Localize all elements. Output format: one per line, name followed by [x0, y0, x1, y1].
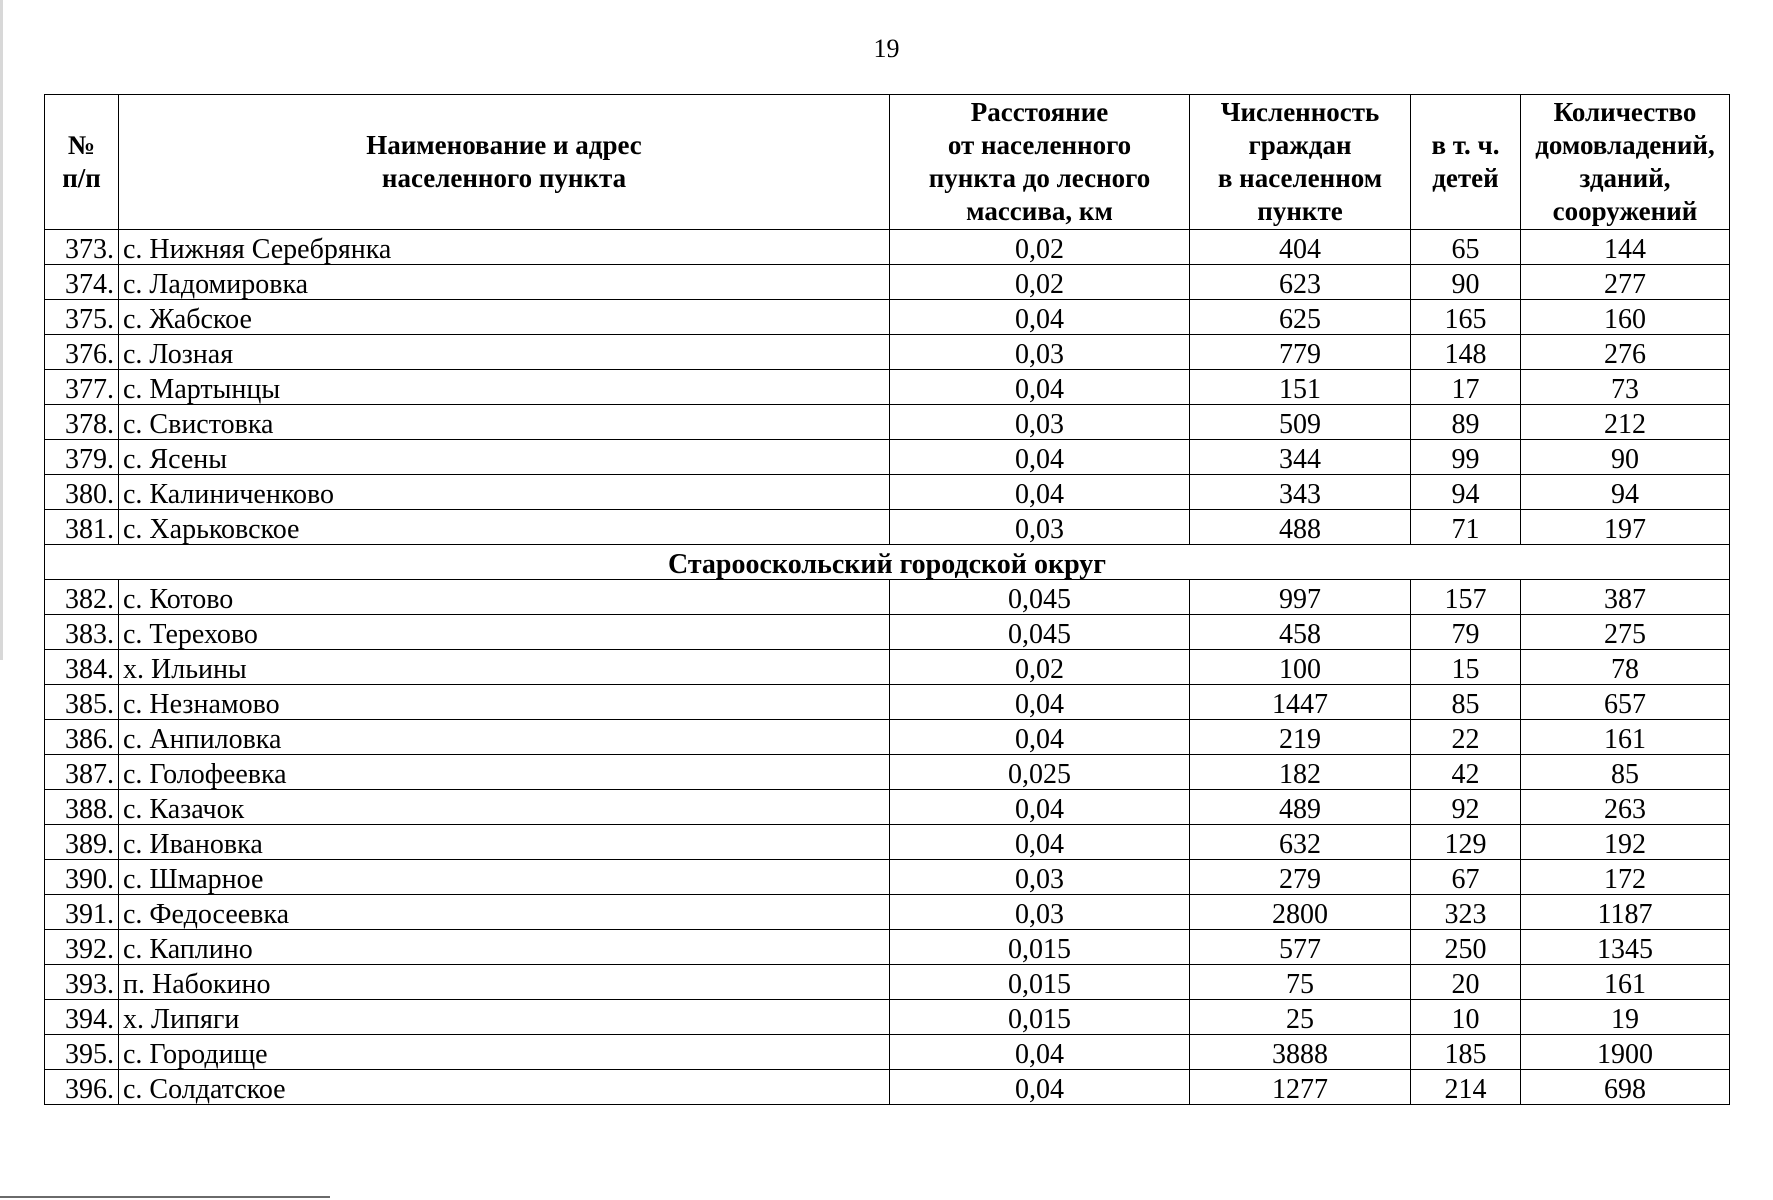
- children-cell: 250: [1411, 930, 1521, 965]
- table-row: [45, 755, 1730, 790]
- row-number-cell: 391.: [45, 895, 119, 930]
- table-row: [45, 930, 1730, 965]
- children-cell: 22: [1411, 720, 1521, 755]
- row-number-cell: 396.: [45, 1070, 119, 1105]
- table-row: [45, 1035, 1730, 1070]
- population-cell: 1277: [1190, 1070, 1411, 1105]
- children-cell: 165: [1411, 300, 1521, 335]
- header-buildings: [1521, 95, 1730, 230]
- children-cell: 214: [1411, 1070, 1521, 1105]
- table-row: [45, 965, 1730, 1000]
- row-number-cell: 380.: [45, 475, 119, 510]
- header-row: [45, 95, 1730, 230]
- table-row: [45, 335, 1730, 370]
- header-line: детей: [1432, 163, 1499, 193]
- row-number-cell: 392.: [45, 930, 119, 965]
- distance-cell: 0,04: [890, 300, 1190, 335]
- population-cell: 632: [1190, 825, 1411, 860]
- header-line: от населенного: [947, 130, 1132, 160]
- buildings-cell: 160: [1521, 300, 1730, 335]
- header-line: Наименование и адрес: [366, 130, 642, 160]
- distance-cell: 0,015: [890, 1000, 1190, 1035]
- children-cell: 15: [1411, 650, 1521, 685]
- table-row: [45, 1000, 1730, 1035]
- population-cell: 488: [1190, 510, 1411, 545]
- distance-cell: 0,04: [890, 370, 1190, 405]
- header-line: Количество: [1553, 97, 1697, 127]
- settlement-name-cell: с. Калиниченково: [119, 475, 890, 510]
- table-row: [45, 615, 1730, 650]
- header-line: зданий,: [1579, 163, 1671, 193]
- buildings-cell: 657: [1521, 685, 1730, 720]
- header-name-address: [119, 95, 890, 230]
- row-number-cell: 394.: [45, 1000, 119, 1035]
- population-cell: 779: [1190, 335, 1411, 370]
- header-line: Расстояние: [970, 97, 1109, 127]
- table-row: [45, 440, 1730, 475]
- row-number-cell: 390.: [45, 860, 119, 895]
- header-line: в т. ч.: [1431, 130, 1500, 160]
- row-number-cell: 382.: [45, 580, 119, 615]
- children-cell: 92: [1411, 790, 1521, 825]
- population-cell: 3888: [1190, 1035, 1411, 1070]
- buildings-cell: 90: [1521, 440, 1730, 475]
- distance-cell: 0,04: [890, 475, 1190, 510]
- children-cell: 157: [1411, 580, 1521, 615]
- distance-cell: 0,04: [890, 685, 1190, 720]
- settlements-table: [44, 94, 1730, 1105]
- distance-cell: 0,045: [890, 580, 1190, 615]
- settlement-name-cell: с. Федосеевка: [119, 895, 890, 930]
- buildings-cell: 276: [1521, 335, 1730, 370]
- table-header: [45, 95, 1730, 230]
- settlement-name-cell: п. Набокино: [119, 965, 890, 1000]
- population-cell: 489: [1190, 790, 1411, 825]
- row-number-cell: 378.: [45, 405, 119, 440]
- header-line: населенного пункта: [381, 163, 627, 193]
- settlement-name-cell: с. Терехово: [119, 615, 890, 650]
- population-cell: 279: [1190, 860, 1411, 895]
- distance-cell: 0,04: [890, 720, 1190, 755]
- table-row: [45, 300, 1730, 335]
- buildings-cell: 277: [1521, 265, 1730, 300]
- distance-cell: 0,03: [890, 510, 1190, 545]
- scan-edge-shadow: [0, 0, 3, 660]
- population-cell: 577: [1190, 930, 1411, 965]
- header-line: граждан: [1248, 130, 1352, 160]
- buildings-cell: 1187: [1521, 895, 1730, 930]
- distance-cell: 0,03: [890, 405, 1190, 440]
- settlement-name-cell: с. Лозная: [119, 335, 890, 370]
- row-number-cell: 375.: [45, 300, 119, 335]
- children-cell: 85: [1411, 685, 1521, 720]
- distance-cell: 0,04: [890, 1070, 1190, 1105]
- distance-cell: 0,045: [890, 615, 1190, 650]
- distance-cell: 0,03: [890, 335, 1190, 370]
- distance-cell: 0,02: [890, 650, 1190, 685]
- header-number: [45, 95, 119, 230]
- settlement-name-cell: с. Нижняя Серебрянка: [119, 230, 890, 265]
- children-cell: 10: [1411, 1000, 1521, 1035]
- buildings-cell: 172: [1521, 860, 1730, 895]
- population-cell: 625: [1190, 300, 1411, 335]
- header-line: №: [67, 130, 96, 160]
- buildings-cell: 78: [1521, 650, 1730, 685]
- row-number-cell: 385.: [45, 685, 119, 720]
- header-line: пункта до лесного: [928, 163, 1151, 193]
- table-body: [45, 230, 1730, 1105]
- row-number-cell: 386.: [45, 720, 119, 755]
- buildings-cell: 387: [1521, 580, 1730, 615]
- population-cell: 182: [1190, 755, 1411, 790]
- section-row: [45, 545, 1730, 580]
- population-cell: 404: [1190, 230, 1411, 265]
- header-line: п/п: [62, 163, 101, 193]
- settlement-name-cell: с. Казачок: [119, 790, 890, 825]
- children-cell: 42: [1411, 755, 1521, 790]
- children-cell: 129: [1411, 825, 1521, 860]
- children-cell: 79: [1411, 615, 1521, 650]
- table-row: [45, 895, 1730, 930]
- table-row: [45, 650, 1730, 685]
- section-title: Старооскольский городской округ: [45, 545, 1730, 580]
- buildings-cell: 73: [1521, 370, 1730, 405]
- buildings-cell: 1345: [1521, 930, 1730, 965]
- table-row: [45, 370, 1730, 405]
- buildings-cell: 161: [1521, 965, 1730, 1000]
- population-cell: 219: [1190, 720, 1411, 755]
- distance-cell: 0,04: [890, 1035, 1190, 1070]
- buildings-cell: 275: [1521, 615, 1730, 650]
- page-number: 19: [873, 34, 900, 63]
- buildings-cell: 19: [1521, 1000, 1730, 1035]
- header-line: массива, км: [966, 196, 1113, 226]
- buildings-cell: 698: [1521, 1070, 1730, 1105]
- row-number-cell: 373.: [45, 230, 119, 265]
- population-cell: 151: [1190, 370, 1411, 405]
- row-number-cell: 395.: [45, 1035, 119, 1070]
- settlement-name-cell: х. Липяги: [119, 1000, 890, 1035]
- distance-cell: 0,025: [890, 755, 1190, 790]
- distance-cell: 0,04: [890, 440, 1190, 475]
- children-cell: 185: [1411, 1035, 1521, 1070]
- row-number-cell: 393.: [45, 965, 119, 1000]
- table-row: [45, 230, 1730, 265]
- buildings-cell: 161: [1521, 720, 1730, 755]
- header-population: [1190, 95, 1411, 230]
- row-number-cell: 388.: [45, 790, 119, 825]
- population-cell: 509: [1190, 405, 1411, 440]
- table-row: [45, 475, 1730, 510]
- population-cell: 75: [1190, 965, 1411, 1000]
- settlement-name-cell: х. Ильины: [119, 650, 890, 685]
- population-cell: 2800: [1190, 895, 1411, 930]
- settlement-name-cell: с. Шмарное: [119, 860, 890, 895]
- row-number-cell: 384.: [45, 650, 119, 685]
- table-row: [45, 685, 1730, 720]
- population-cell: 344: [1190, 440, 1411, 475]
- table-row: [45, 1070, 1730, 1105]
- settlement-name-cell: с. Ивановка: [119, 825, 890, 860]
- children-cell: 67: [1411, 860, 1521, 895]
- settlement-name-cell: с. Голофеевка: [119, 755, 890, 790]
- settlement-name-cell: с. Каплино: [119, 930, 890, 965]
- row-number-cell: 387.: [45, 755, 119, 790]
- table-row: [45, 265, 1730, 300]
- children-cell: 99: [1411, 440, 1521, 475]
- population-cell: 623: [1190, 265, 1411, 300]
- settlement-name-cell: с. Ясены: [119, 440, 890, 475]
- population-cell: 1447: [1190, 685, 1411, 720]
- settlement-name-cell: с. Городище: [119, 1035, 890, 1070]
- distance-cell: 0,04: [890, 790, 1190, 825]
- settlement-name-cell: с. Ладомировка: [119, 265, 890, 300]
- header-distance: [890, 95, 1190, 230]
- header-line: в населенном: [1217, 163, 1383, 193]
- distance-cell: 0,03: [890, 860, 1190, 895]
- row-number-cell: 383.: [45, 615, 119, 650]
- settlement-name-cell: с. Харьковское: [119, 510, 890, 545]
- buildings-cell: 1900: [1521, 1035, 1730, 1070]
- header-line: пункте: [1257, 196, 1343, 226]
- settlement-name-cell: с. Анпиловка: [119, 720, 890, 755]
- children-cell: 71: [1411, 510, 1521, 545]
- settlement-name-cell: с. Незнамово: [119, 685, 890, 720]
- population-cell: 997: [1190, 580, 1411, 615]
- row-number-cell: 374.: [45, 265, 119, 300]
- row-number-cell: 377.: [45, 370, 119, 405]
- children-cell: 20: [1411, 965, 1521, 1000]
- children-cell: 65: [1411, 230, 1521, 265]
- children-cell: 323: [1411, 895, 1521, 930]
- header-line: Численность: [1220, 97, 1380, 127]
- distance-cell: 0,015: [890, 965, 1190, 1000]
- buildings-cell: 192: [1521, 825, 1730, 860]
- population-cell: 343: [1190, 475, 1411, 510]
- settlement-name-cell: с. Котово: [119, 580, 890, 615]
- table-row: [45, 580, 1730, 615]
- population-cell: 25: [1190, 1000, 1411, 1035]
- buildings-cell: 144: [1521, 230, 1730, 265]
- header-line: домовладений,: [1535, 130, 1715, 160]
- row-number-cell: 379.: [45, 440, 119, 475]
- children-cell: 89: [1411, 405, 1521, 440]
- row-number-cell: 381.: [45, 510, 119, 545]
- settlement-name-cell: с. Жабское: [119, 300, 890, 335]
- table-row: [45, 510, 1730, 545]
- distance-cell: 0,015: [890, 930, 1190, 965]
- buildings-cell: 94: [1521, 475, 1730, 510]
- table-row: [45, 790, 1730, 825]
- children-cell: 90: [1411, 265, 1521, 300]
- distance-cell: 0,04: [890, 825, 1190, 860]
- distance-cell: 0,02: [890, 230, 1190, 265]
- children-cell: 17: [1411, 370, 1521, 405]
- header-line: сооружений: [1552, 196, 1698, 226]
- header-children: [1411, 95, 1521, 230]
- distance-cell: 0,03: [890, 895, 1190, 930]
- table-row: [45, 825, 1730, 860]
- table-row: [45, 720, 1730, 755]
- settlement-name-cell: с. Свистовка: [119, 405, 890, 440]
- settlement-name-cell: с. Мартынцы: [119, 370, 890, 405]
- buildings-cell: 197: [1521, 510, 1730, 545]
- table-row: [45, 860, 1730, 895]
- row-number-cell: 389.: [45, 825, 119, 860]
- scan-bottom-rule: [0, 1196, 330, 1198]
- distance-cell: 0,02: [890, 265, 1190, 300]
- settlement-name-cell: с. Солдатское: [119, 1070, 890, 1105]
- children-cell: 94: [1411, 475, 1521, 510]
- children-cell: 148: [1411, 335, 1521, 370]
- population-cell: 458: [1190, 615, 1411, 650]
- buildings-cell: 263: [1521, 790, 1730, 825]
- table-row: [45, 405, 1730, 440]
- population-cell: 100: [1190, 650, 1411, 685]
- buildings-cell: 212: [1521, 405, 1730, 440]
- row-number-cell: 376.: [45, 335, 119, 370]
- buildings-cell: 85: [1521, 755, 1730, 790]
